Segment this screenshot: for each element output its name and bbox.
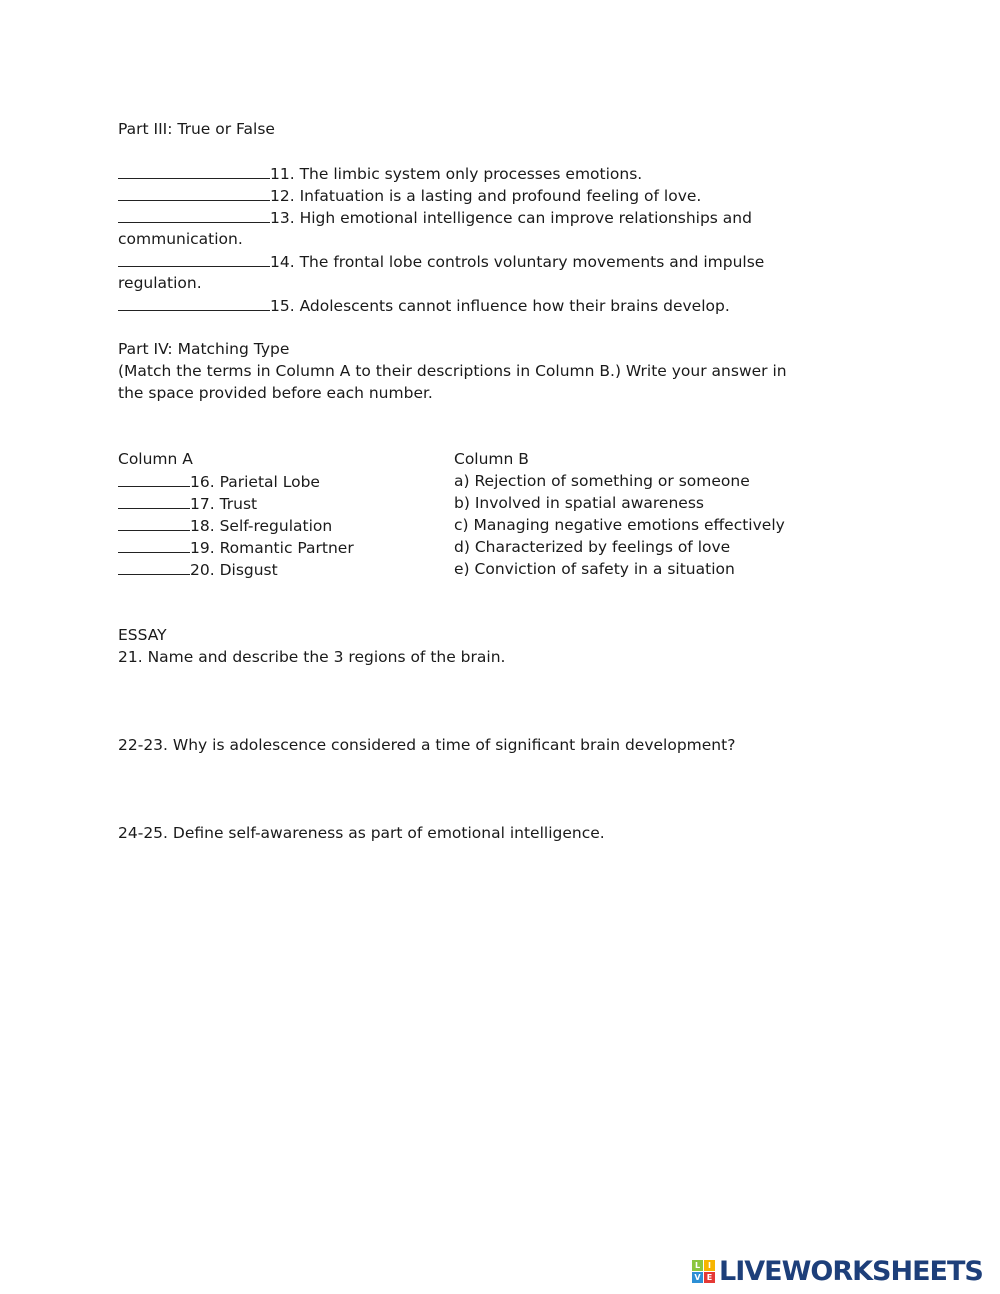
answer-blank[interactable] (118, 492, 190, 509)
tf-item-14-cont: regulation. (118, 274, 202, 292)
match-item-18 (118, 514, 332, 536)
description-e: e) Conviction of safety in a situation (454, 560, 735, 578)
answer-blank[interactable] (118, 206, 270, 223)
logo-tile: E (704, 1272, 715, 1283)
liveworksheets-logo (692, 1256, 983, 1287)
answer-blank[interactable] (118, 558, 190, 575)
tf-item-14 (118, 250, 764, 272)
match-item-17 (118, 492, 257, 514)
logo-text: LIVEWORKSHEETS (719, 1256, 983, 1287)
essay-question-24-25: 24-25. Define self-awareness as part of emotional intelligence. (118, 824, 605, 842)
term: 19. Romantic Partner (190, 539, 354, 557)
essay-question-22-23: 22-23. Why is adolescence considered a time of significant brain development? (118, 736, 736, 754)
logo-tile: I (704, 1260, 715, 1271)
question-text: 12. Infatuation is a lasting and profound feeling of love. (270, 187, 702, 205)
answer-blank[interactable] (118, 514, 190, 531)
tf-item-11 (118, 162, 642, 184)
question-text: 15. Adolescents cannot influence how their brains develop. (270, 297, 730, 315)
part4-instruction: (Match the terms in Column A to their descriptions in Column B.) Write your answer in (118, 362, 787, 380)
question-text: 11. The limbic system only processes emotions. (270, 165, 643, 183)
essay-question-21: 21. Name and describe the 3 regions of the brain. (118, 648, 506, 666)
answer-blank[interactable] (118, 294, 270, 311)
column-b-header: Column B (454, 450, 529, 468)
term: 17. Trust (190, 495, 258, 513)
essay-title: ESSAY (118, 626, 167, 644)
question-text: 14. The frontal lobe controls voluntary movements and impulse (270, 253, 765, 271)
logo-tile: L (692, 1260, 703, 1271)
tf-item-13-cont: communication. (118, 230, 243, 248)
answer-blank[interactable] (118, 184, 270, 201)
answer-blank[interactable] (118, 250, 270, 267)
tf-item-13 (118, 206, 752, 228)
description-a: a) Rejection of something or someone (454, 472, 750, 490)
term: 18. Self-regulation (190, 517, 333, 535)
part3-title: Part III: True or False (118, 120, 275, 138)
part4-title: Part IV: Matching Type (118, 340, 290, 358)
match-item-19 (118, 536, 354, 558)
column-a-header: Column A (118, 450, 193, 468)
match-item-20 (118, 558, 278, 580)
match-item-16 (118, 470, 320, 492)
logo-tiles-icon (692, 1260, 715, 1283)
answer-blank[interactable] (118, 162, 270, 179)
description-b: b) Involved in spatial awareness (454, 494, 704, 512)
description-d: d) Characterized by feelings of love (454, 538, 731, 556)
part4-instruction-cont: the space provided before each number. (118, 384, 433, 402)
tf-item-12 (118, 184, 701, 206)
question-text: 13. High emotional intelligence can improve relationships and (270, 209, 752, 227)
logo-tile: V (692, 1272, 703, 1283)
term: 20. Disgust (190, 561, 278, 579)
description-c: c) Managing negative emotions effectively (454, 516, 785, 534)
term: 16. Parietal Lobe (190, 473, 320, 491)
answer-blank[interactable] (118, 536, 190, 553)
answer-blank[interactable] (118, 470, 190, 487)
tf-item-15 (118, 294, 730, 316)
